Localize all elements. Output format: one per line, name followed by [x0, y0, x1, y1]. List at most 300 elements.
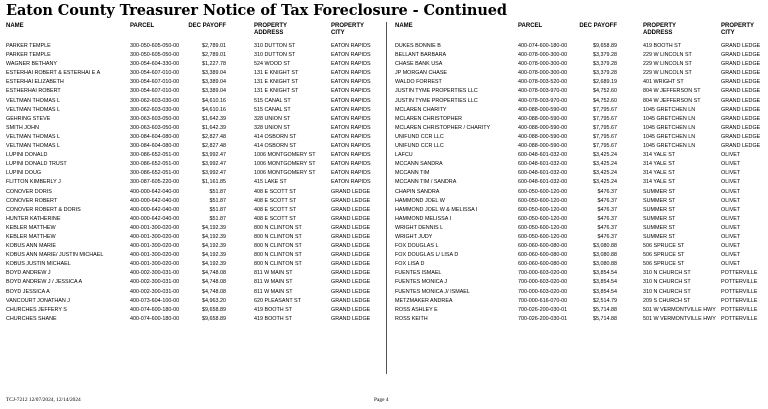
property-city: EATON RAPIDS — [331, 133, 371, 140]
header-city: PROPERTY CITY — [721, 23, 755, 36]
property-address: 515 CANAL ST — [254, 97, 291, 104]
property-city: GRAND LEDGE — [331, 306, 371, 313]
property-address: 401 WRIGHT ST — [643, 79, 684, 86]
parcel-number: 400-074-600-180-00 — [518, 43, 568, 49]
parcel-number: 400-078-000-300-00 — [518, 52, 568, 59]
table-row — [395, 70, 765, 79]
property-city: OLIVET — [721, 170, 741, 177]
page-title: Eaton County Treasurer Notice of Tax Foreclosure - Continued — [6, 2, 507, 19]
property-city: EATON RAPIDS — [331, 124, 371, 131]
payoff-amount: $9,658.89 — [593, 43, 617, 49]
property-city: EATON RAPIDS — [331, 61, 371, 68]
property-city: POTTERVILLE — [721, 279, 758, 286]
table-row — [395, 252, 765, 261]
property-city: GRAND LEDGE — [721, 52, 761, 59]
property-address: SUMMER ST — [643, 206, 676, 213]
table-row — [395, 161, 765, 170]
parcel-number: 600-060-600-080-00 — [518, 261, 568, 268]
parcel-number: 700-000-603-020-00 — [518, 270, 568, 277]
property-city: GRAND LEDGE — [331, 233, 371, 240]
left-column-table — [6, 23, 381, 325]
payoff-amount: $4,963.20 — [202, 297, 226, 304]
property-city: EATON RAPIDS — [331, 52, 371, 59]
property-address: 209 S CHURCH ST — [643, 297, 691, 304]
property-address: 811 W MAIN ST — [254, 279, 293, 286]
property-address: 328 UNION ST — [254, 115, 291, 122]
header-city: PROPERTY CITY — [331, 23, 365, 36]
owner-name: PARKER TEMPLE — [6, 52, 51, 59]
property-address: 314 YALE ST — [643, 179, 676, 186]
property-city: GRAND LEDGE — [331, 215, 371, 222]
payoff-amount: $9,658.89 — [202, 315, 226, 322]
owner-name: DUKES BONNIE B — [395, 43, 441, 49]
table-row — [6, 88, 381, 97]
payoff-amount: $476.37 — [597, 206, 617, 213]
parcel-number: 600-048-601-032-00 — [518, 161, 568, 168]
payoff-amount: $7,795.67 — [593, 133, 617, 140]
owner-name: CONOVER ROBERT — [6, 197, 58, 204]
table-row — [395, 143, 765, 152]
payoff-amount: $3,379.28 — [593, 70, 617, 77]
parcel-number: 300-054-607-010-00 — [130, 88, 180, 95]
owner-name: FLITTON KIMBERLY J — [6, 179, 61, 186]
owner-name: UNIFUND CCR LLC — [395, 133, 444, 140]
parcel-number: 600-048-601-032-00 — [518, 170, 568, 177]
parcel-number: 400-001-300-020-00 — [130, 261, 180, 268]
property-address: 800 N CLINTON ST — [254, 252, 302, 259]
owner-name: KOBUS ANN MARIE/ JUSTIN MICHAEL — [6, 252, 104, 259]
table-row — [6, 189, 381, 198]
owner-name: VELTMAN THOMAS L — [6, 97, 61, 104]
owner-name: ROSS KEITH — [395, 315, 428, 322]
payoff-amount: $51.87 — [209, 188, 226, 195]
property-address: 1006 MONTGOMERY ST — [254, 161, 316, 168]
payoff-amount: $1,161.85 — [202, 179, 226, 186]
property-address: 800 N CLINTON ST — [254, 224, 302, 231]
property-city: GRAND LEDGE — [721, 133, 761, 140]
property-address: 328 UNION ST — [254, 124, 291, 131]
parcel-number: 400-088-000-590-00 — [518, 143, 568, 150]
owner-name: BOYD ANDREW J / JESSICA A — [6, 279, 83, 286]
property-city: OLIVET — [721, 188, 741, 195]
owner-name: GEHRING STEVE — [6, 115, 51, 122]
table-row — [395, 234, 765, 243]
payoff-amount: $1,642.39 — [202, 115, 226, 122]
payoff-amount: $3,389.04 — [202, 70, 226, 77]
table-header — [395, 23, 765, 43]
table-row — [6, 298, 381, 307]
parcel-number: 400-088-000-590-00 — [518, 115, 568, 122]
property-city: EATON RAPIDS — [331, 115, 371, 122]
payoff-amount: $3,992.47 — [202, 170, 226, 177]
property-city: GRAND LEDGE — [331, 279, 371, 286]
owner-name: FUENTES MONICA J/ ISMAEL — [395, 288, 470, 295]
parcel-number: 400-002-300-031-00 — [130, 288, 180, 295]
owner-name: FOX DOUGLAS L — [395, 243, 439, 250]
owner-name: CHURCHES SHANE — [6, 315, 57, 322]
parcel-number: 400-088-000-590-00 — [518, 133, 568, 140]
property-city: EATON RAPIDS — [331, 70, 371, 77]
payoff-amount: $1,642.39 — [202, 124, 226, 131]
right-rows — [395, 43, 765, 325]
property-address: 1045 GRETCHEN LN — [643, 133, 696, 140]
parcel-number: 400-002-300-031-00 — [130, 279, 180, 286]
parcel-number: 400-000-642-040-00 — [130, 188, 180, 195]
property-city: GRAND LEDGE — [721, 97, 761, 104]
property-address: 415 LAKE ST — [254, 179, 287, 186]
table-row — [395, 243, 765, 252]
property-city: GRAND LEDGE — [721, 124, 761, 131]
property-address: 506 SPRUCE ST — [643, 243, 685, 250]
property-city: GRAND LEDGE — [721, 115, 761, 122]
payoff-amount: $3,080.88 — [593, 252, 617, 259]
parcel-number: 600-050-600-120-00 — [518, 206, 568, 213]
payoff-amount: $4,748.08 — [202, 270, 226, 277]
property-city: GRAND LEDGE — [721, 143, 761, 150]
table-row — [6, 279, 381, 288]
parcel-number: 700-000-603-020-00 — [518, 279, 568, 286]
payoff-amount: $2,827.48 — [202, 133, 226, 140]
owner-name: FUENTES ISMAEL — [395, 270, 442, 277]
property-address: 811 W MAIN ST — [254, 270, 293, 277]
property-address: 800 N CLINTON ST — [254, 243, 302, 250]
payoff-amount: $2,689.19 — [593, 79, 617, 86]
parcel-number: 400-088-000-590-00 — [518, 106, 568, 113]
property-address: 310 N CHURCH ST — [643, 279, 691, 286]
table-row — [395, 316, 765, 325]
property-city: GRAND LEDGE — [331, 270, 371, 277]
payoff-amount: $4,192.39 — [202, 252, 226, 259]
property-address: 310 DUTTON ST — [254, 52, 296, 59]
header-name: NAME — [6, 23, 24, 29]
payoff-amount: $51.87 — [209, 215, 226, 222]
table-row — [395, 98, 765, 107]
parcel-number: 300-086-652-051-00 — [130, 161, 180, 168]
owner-name: CONOVER ROBERT & DORIS — [6, 206, 81, 213]
property-city: GRAND LEDGE — [331, 261, 371, 268]
property-city: OLIVET — [721, 179, 741, 186]
property-address: SUMMER ST — [643, 215, 676, 222]
owner-name: CONOVER DORIS — [6, 188, 52, 195]
owner-name: KEBLER MATTHEW — [6, 224, 56, 231]
payoff-amount: $7,795.67 — [593, 115, 617, 122]
owner-name: VELTMAN THOMAS L — [6, 143, 61, 150]
owner-name: ESTHERHAI ROBERT — [6, 88, 61, 95]
parcel-number: 600-060-600-080-00 — [518, 243, 568, 250]
property-address: 131 E KNIGHT ST — [254, 88, 299, 95]
property-city: OLIVET — [721, 224, 741, 231]
owner-name: VELTMAN THOMAS L — [6, 106, 61, 113]
property-city: POTTERVILLE — [721, 288, 758, 295]
parcel-number: 400-078-003-970-00 — [518, 88, 568, 95]
property-city: EATON RAPIDS — [331, 152, 371, 159]
table-row — [6, 225, 381, 234]
table-row — [395, 43, 765, 52]
parcel-number: 700-000-616-070-00 — [518, 297, 568, 304]
payoff-amount: $3,854.54 — [593, 270, 617, 277]
parcel-number: 300-054-607-010-00 — [130, 79, 180, 86]
header-address: PROPERTY ADDRESS — [254, 23, 288, 36]
payoff-amount: $3,854.54 — [593, 279, 617, 286]
payoff-amount: $5,714.88 — [593, 315, 617, 322]
property-address: 1045 GRETCHEN LN — [643, 124, 696, 131]
table-row — [6, 289, 381, 298]
table-row — [395, 307, 765, 316]
parcel-number: 300-050-605-050-00 — [130, 52, 180, 59]
property-address: 1045 GRETCHEN LN — [643, 115, 696, 122]
property-address: SUMMER ST — [643, 197, 676, 204]
property-city: GRAND LEDGE — [331, 243, 371, 250]
owner-name: LAFCU — [395, 152, 413, 159]
owner-name: PARKER TEMPLE — [6, 43, 51, 49]
property-address: 310 N CHURCH ST — [643, 270, 691, 277]
property-city: EATON RAPIDS — [331, 179, 371, 186]
owner-name: HAMMOND MELISSA I — [395, 215, 452, 222]
table-row — [6, 170, 381, 179]
property-city: EATON RAPIDS — [331, 106, 371, 113]
owner-name: WRIGHT JUDY — [395, 233, 433, 240]
parcel-number: 300-063-603-050-00 — [130, 115, 180, 122]
table-row — [395, 298, 765, 307]
table-row — [395, 152, 765, 161]
property-city: OLIVET — [721, 206, 741, 213]
table-row — [6, 152, 381, 161]
property-address: 804 W JEFFERSON ST — [643, 97, 701, 104]
table-row — [6, 207, 381, 216]
table-row — [395, 134, 765, 143]
owner-name: MCLAREN CHARITY — [395, 106, 447, 113]
property-city: OLIVET — [721, 252, 741, 259]
payoff-amount: $4,752.60 — [593, 97, 617, 104]
table-row — [6, 61, 381, 70]
table-row — [395, 170, 765, 179]
property-city: EATON RAPIDS — [331, 88, 371, 95]
payoff-amount: $476.37 — [597, 197, 617, 204]
left-rows — [6, 43, 381, 325]
table-row — [395, 216, 765, 225]
payoff-amount: $5,714.88 — [593, 306, 617, 313]
parcel-number: 300-062-603-030-00 — [130, 97, 180, 104]
parcel-number: 300-086-652-051-00 — [130, 170, 180, 177]
owner-name: CHASE BANK USA — [395, 61, 443, 68]
property-city: OLIVET — [721, 197, 741, 204]
property-address: 229 W LINCOLN ST — [643, 52, 692, 59]
property-city: GRAND LEDGE — [331, 315, 371, 322]
property-address: 501 W VERMONTVILLE HWY — [643, 315, 716, 322]
property-address: 506 SPRUCE ST — [643, 261, 685, 268]
property-address: SUMMER ST — [643, 224, 676, 231]
property-address: 506 SPRUCE ST — [643, 252, 685, 259]
payoff-amount: $476.37 — [597, 224, 617, 231]
property-city: OLIVET — [721, 233, 741, 240]
payoff-amount: $4,748.08 — [202, 279, 226, 286]
owner-name: VANCOURT JONATHAN J — [6, 297, 70, 304]
payoff-amount: $3,425.24 — [593, 161, 617, 168]
parcel-number: 300-062-603-030-00 — [130, 106, 180, 113]
payoff-amount: $476.37 — [597, 215, 617, 222]
property-address: 408 E SCOTT ST — [254, 197, 297, 204]
property-address: 419 BOOTH ST — [254, 306, 293, 313]
property-address: 131 E KNIGHT ST — [254, 79, 299, 86]
table-row — [6, 252, 381, 261]
table-row — [6, 52, 381, 61]
property-address: 131 E KNIGHT ST — [254, 70, 299, 77]
payoff-amount: $3,379.28 — [593, 61, 617, 68]
owner-name: BOYD ANDREW J — [6, 270, 51, 277]
table-row — [6, 270, 381, 279]
property-city: EATON RAPIDS — [331, 161, 371, 168]
payoff-amount: $3,425.24 — [593, 179, 617, 186]
table-row — [395, 198, 765, 207]
property-address: 314 YALE ST — [643, 152, 676, 159]
payoff-amount: $4,192.39 — [202, 233, 226, 240]
owner-name: JUSTIN TYME PROPERTIES LLC — [395, 88, 478, 95]
property-city: OLIVET — [721, 215, 741, 222]
payoff-amount: $3,389.04 — [202, 88, 226, 95]
property-address: 1006 MONTGOMERY ST — [254, 170, 316, 177]
property-city: EATON RAPIDS — [331, 79, 371, 86]
parcel-number: 700-000-603-020-00 — [518, 288, 568, 295]
table-row — [395, 189, 765, 198]
table-row — [6, 243, 381, 252]
parcel-number: 400-000-642-040-00 — [130, 215, 180, 222]
property-city: GRAND LEDGE — [331, 288, 371, 295]
parcel-number: 300-050-605-050-00 — [130, 43, 180, 49]
owner-name: VELTMAN THOMAS L — [6, 133, 61, 140]
table-row — [395, 79, 765, 88]
parcel-number: 400-002-300-031-00 — [130, 270, 180, 277]
property-city: POTTERVILLE — [721, 306, 758, 313]
parcel-number: 600-048-601-032-00 — [518, 152, 568, 159]
payoff-amount: $51.87 — [209, 206, 226, 213]
parcel-number: 400-074-600-180-00 — [130, 306, 180, 313]
property-address: 800 N CLINTON ST — [254, 261, 302, 268]
owner-name: ESTERHAI ROBERT & ESTERHAI E A — [6, 70, 101, 77]
header-payoff: DEC PAYOFF — [188, 23, 226, 29]
property-address: 414 OSBORN ST — [254, 133, 297, 140]
property-address: 419 BOOTH ST — [254, 315, 293, 322]
owner-name: HAMMOND JOEL W — [395, 197, 445, 204]
table-row — [6, 134, 381, 143]
table-row — [6, 179, 381, 188]
payoff-amount: $3,992.47 — [202, 161, 226, 168]
table-header — [6, 23, 381, 43]
table-row — [395, 270, 765, 279]
parcel-number: 600-048-601-032-00 — [518, 179, 568, 186]
parcel-number: 600-060-600-080-00 — [518, 252, 568, 259]
property-address: SUMMER ST — [643, 233, 676, 240]
table-row — [6, 70, 381, 79]
property-address: 310 N CHURCH ST — [643, 288, 691, 295]
table-row — [395, 279, 765, 288]
payoff-amount: $4,748.08 — [202, 288, 226, 295]
parcel-number: 600-050-600-120-00 — [518, 233, 568, 240]
parcel-number: 300-054-604-330-00 — [130, 61, 180, 68]
payoff-amount: $2,789.01 — [202, 52, 226, 59]
table-row — [6, 107, 381, 116]
property-address: 1006 MONTGOMERY ST — [254, 152, 316, 159]
property-city: GRAND LEDGE — [331, 224, 371, 231]
payoff-amount: $3,425.24 — [593, 152, 617, 159]
table-row — [6, 316, 381, 325]
table-row — [6, 216, 381, 225]
owner-name: MCCANN TIM — [395, 170, 430, 177]
parcel-number: 700-026-200-030-01 — [518, 306, 568, 313]
parcel-number: 300-063-603-050-00 — [130, 124, 180, 131]
property-address: 1045 GRETCHEN LN — [643, 143, 696, 150]
table-row — [6, 125, 381, 134]
payoff-amount: $4,192.39 — [202, 243, 226, 250]
property-city: POTTERVILLE — [721, 297, 758, 304]
property-address: 1045 GRETCHEN LN — [643, 106, 696, 113]
property-address: 229 W LINCOLN ST — [643, 61, 692, 68]
payoff-amount: $7,795.67 — [593, 106, 617, 113]
property-address: 408 E SCOTT ST — [254, 188, 297, 195]
property-city: GRAND LEDGE — [721, 106, 761, 113]
payoff-amount: $4,192.39 — [202, 261, 226, 268]
header-parcel: PARCEL — [518, 23, 543, 29]
payoff-amount: $3,389.04 — [202, 79, 226, 86]
payoff-amount: $3,080.88 — [593, 261, 617, 268]
owner-name: HAMMOND JOEL W & MELISSA I — [395, 206, 478, 213]
payoff-amount: $2,827.48 — [202, 143, 226, 150]
payoff-amount: $476.37 — [597, 188, 617, 195]
parcel-number: 400-088-000-590-00 — [518, 124, 568, 131]
payoff-amount: $2,514.79 — [593, 297, 617, 304]
property-address: 524 WOOD ST — [254, 61, 291, 68]
parcel-number: 600-050-600-120-00 — [518, 224, 568, 231]
owner-name: KEBLER MATTHEW — [6, 233, 56, 240]
owner-name: KOBUS ANN MARIE — [6, 243, 57, 250]
parcel-number: 600-050-600-120-00 — [518, 188, 568, 195]
property-city: GRAND LEDGE — [331, 297, 371, 304]
property-city: POTTERVILLE — [721, 270, 758, 277]
property-city: GRAND LEDGE — [331, 206, 371, 213]
parcel-number: 400-001-300-020-00 — [130, 243, 180, 250]
payoff-amount: $3,379.28 — [593, 52, 617, 59]
owner-name: LUPINI DONALD TRUST — [6, 161, 67, 168]
property-city: EATON RAPIDS — [331, 43, 371, 49]
parcel-number: 400-001-300-020-00 — [130, 224, 180, 231]
property-address: 800 N CLINTON ST — [254, 233, 302, 240]
parcel-number: 400-074-600-180-00 — [130, 315, 180, 322]
parcel-number: 600-050-600-120-00 — [518, 215, 568, 222]
owner-name: MCLAREN CHRISTOPHER / CHARITY — [395, 124, 491, 131]
owner-name: WAGNER BETHANY — [6, 61, 58, 68]
table-row — [6, 161, 381, 170]
table-row — [395, 289, 765, 298]
owner-name: MCCANN TIM / SANDRA — [395, 179, 457, 186]
table-row — [6, 79, 381, 88]
property-city: GRAND LEDGE — [721, 43, 761, 49]
owner-name: FUENTES MONICA J — [395, 279, 448, 286]
owner-name: SMITH JOHN — [6, 124, 39, 131]
property-address: 314 YALE ST — [643, 170, 676, 177]
owner-name: WALDO FORREST — [395, 79, 442, 86]
property-city: EATON RAPIDS — [331, 170, 371, 177]
owner-name: FOX DOUGLAS L/ LISA D — [395, 252, 459, 259]
property-address: 408 E SCOTT ST — [254, 206, 297, 213]
parcel-number: 300-084-604-080-00 — [130, 143, 180, 150]
property-city: GRAND LEDGE — [331, 252, 371, 259]
table-row — [395, 61, 765, 70]
right-column-table — [395, 23, 765, 325]
property-address: SUMMER ST — [643, 188, 676, 195]
parcel-number: 400-000-642-040-00 — [130, 206, 180, 213]
owner-name: JP MORGAN CHASE — [395, 70, 448, 77]
publication-info: TCJ-7212 12/07/2024, 12/14/2024 — [6, 397, 81, 403]
table-row — [6, 198, 381, 207]
